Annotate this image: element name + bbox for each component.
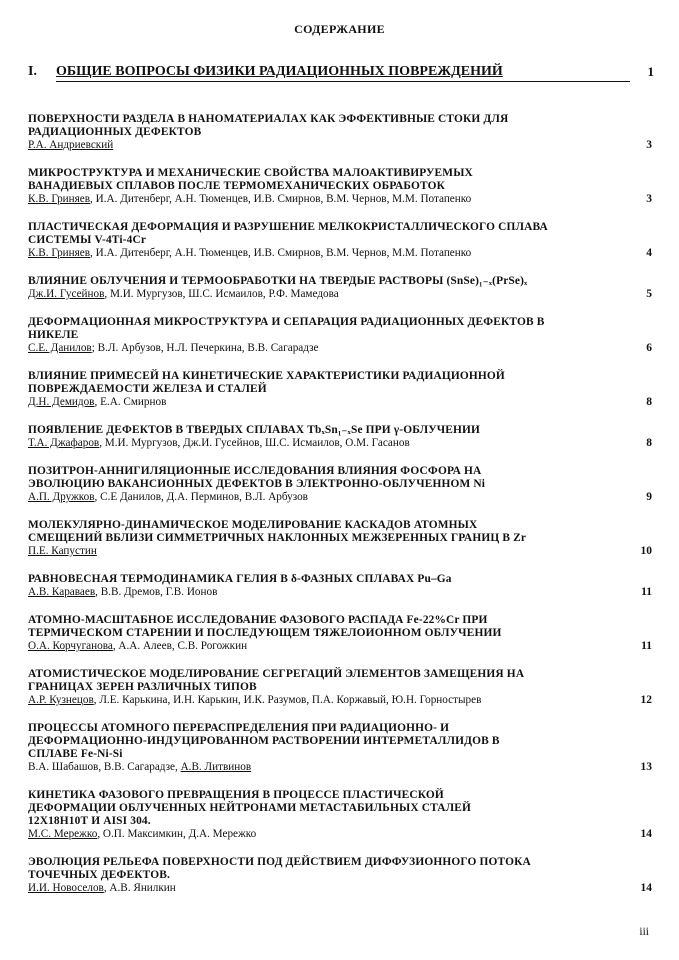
entry-lead-author: Р.А. Андриевский: [28, 139, 114, 151]
entry-title-line: ПОЗИТРОН-АННИГИЛЯЦИОННЫЕ ИССЛЕДОВАНИЯ ВЛИЯНИЯ ФОСФОРА НА: [28, 465, 482, 477]
entry-title: [28, 424, 618, 437]
entry-title: [28, 573, 618, 586]
toc-entry: [28, 370, 654, 409]
entry-page: 9: [646, 491, 652, 503]
entry-authors: [28, 139, 618, 152]
entry-lead-author: М.С. Мережко: [28, 828, 98, 840]
toc-entry: [28, 856, 654, 895]
entry-authors: [28, 761, 618, 774]
toc-entry: [28, 722, 654, 774]
entry-title-line: ТОЧЕЧНЫХ ДЕФЕКТОВ.: [28, 869, 170, 881]
toc-entry: [28, 221, 654, 260]
entry-title-line: АТОМНО-МАСШТАБНОЕ ИССЛЕДОВАНИЕ ФАЗОВОГО РАСПАДА Fe-22%Cr ПРИ: [28, 614, 488, 626]
entry-page: 11: [641, 640, 652, 652]
entry-title-line: ДЕФОРМАЦИОННАЯ МИКРОСТРУКТУРА И СЕПАРАЦИЯ РАДИАЦИОННЫХ ДЕФЕКТОВ В: [28, 316, 545, 328]
entry-page: 14: [640, 828, 652, 840]
entry-title: [28, 789, 618, 828]
section-number: I.: [28, 64, 37, 79]
entry-coauthors: , И.А. Дитенберг, А.Н. Тюменцев, И.В. Смирнов, В.М. Чернов, М.М. Потапенко: [90, 193, 472, 205]
entry-title: [28, 614, 618, 640]
entry-page: 12: [640, 694, 652, 706]
entry-lead-author: С.Е. Данилов: [28, 342, 92, 354]
entry-title: [28, 370, 618, 396]
entry-title-line: ГРАНИЦАХ ЗЕРЕН РАЗЛИЧНЫХ ТИПОВ: [28, 681, 257, 693]
entry-title: [28, 316, 618, 342]
entry-authors: [28, 640, 618, 653]
entry-authors-prefix: В.А. Шабашов, В.В. Сагарадзе,: [28, 761, 181, 773]
entry-authors: [28, 491, 618, 504]
entry-title-line: ВЛИЯНИЕ ПРИМЕСЕЙ НА КИНЕТИЧЕСКИЕ ХАРАКТЕРИСТИКИ РАДИАЦИОННОЙ: [28, 370, 505, 382]
entry-authors: [28, 437, 618, 450]
entry-coauthors: , М.И. Мургузов, Ш.С. Исмаилов, Р.Ф. Мамедова: [104, 288, 339, 300]
entry-title: [28, 519, 618, 545]
entry-title-line: ВЛИЯНИЕ ОБЛУЧЕНИЯ И ТЕРМООБРАБОТКИ НА ТВЕРДЫЕ РАСТВОРЫ (SnSe)₁₋ₓ(PrSe)ₓ: [28, 275, 528, 287]
entry-page: 8: [646, 437, 652, 449]
entry-title-line: НИКЕЛЕ: [28, 329, 79, 341]
entry-lead-author: И.И. Новоселов: [28, 882, 104, 894]
entry-title-line: ДЕФОРМАЦИИ ОБЛУЧЕННЫХ НЕЙТРОНАМИ МЕТАСТАБИЛЬНЫХ СТАЛЕЙ: [28, 802, 472, 814]
section-title: ОБЩИЕ ВОПРОСЫ ФИЗИКИ РАДИАЦИОННЫХ ПОВРЕЖДЕНИЙ: [56, 64, 503, 79]
entry-title-line: 12Х18Н10Т И AISI 304.: [28, 815, 151, 827]
entry-title-line: ДЕФОРМАЦИОННО-ИНДУЦИРОВАННОМ РАСТВОРЕНИИ ИНТЕРМЕТАЛЛИДОВ В: [28, 735, 500, 747]
entry-title-line: МИКРОСТРУКТУРА И МЕХАНИЧЕСКИЕ СВОЙСТВА МАЛОАКТИВИРУЕМЫХ: [28, 167, 473, 179]
entry-lead-author: А.П. Дружков: [28, 491, 95, 503]
entry-lead-author: П.Е. Капустин: [28, 545, 97, 557]
entry-authors: [28, 586, 618, 599]
entry-authors: [28, 882, 618, 895]
page-title: СОДЕРЖАНИЕ: [294, 22, 385, 36]
entry-lead-author: К.В. Гриняев: [28, 193, 91, 205]
section-page: 1: [647, 64, 654, 79]
section-heading: [28, 64, 654, 84]
toc-entry: [28, 113, 654, 152]
entry-lead-author: А.В. Караваев: [28, 586, 96, 598]
entry-title-line: ПОЯВЛЕНИЕ ДЕФЕКТОВ В ТВЕРДЫХ СПЛАВАХ TbₓSn₁₋ₓSe ПРИ γ-ОБЛУЧЕНИИ: [28, 424, 481, 436]
entry-coauthors: , О.П. Максимкин, Д.А. Мережко: [97, 828, 257, 840]
entry-lead-author: А.Р. Кузнецов: [28, 694, 94, 706]
toc-list: [28, 98, 654, 895]
entry-title-line: ЭВОЛЮЦИЮ ВАКАНСИОННЫХ ДЕФЕКТОВ В ЭЛЕКТРОННО-ОБЛУЧЕННОМ Ni: [28, 478, 486, 490]
entry-title: [28, 167, 618, 193]
toc-entry: [28, 424, 654, 450]
entry-title-line: АТОМИСТИЧЕСКОЕ МОДЕЛИРОВАНИЕ СЕГРЕГАЦИЙ ЭЛЕМЕНТОВ ЗАМЕЩЕНИЯ НА: [28, 668, 525, 680]
entry-lead-author: О.А. Корчуганова: [28, 640, 113, 652]
entry-coauthors: , Е.А. Смирнов: [94, 396, 167, 408]
entry-authors: [28, 288, 618, 301]
entry-authors: [28, 694, 618, 707]
entry-title-line: ВАНАДИЕВЫХ СПЛАВОВ ПОСЛЕ ТЕРМОМЕХАНИЧЕСКИХ ОБРАБОТОК: [28, 180, 446, 192]
entry-title: [28, 465, 618, 491]
entry-lead-author: Д.Н. Демидов: [28, 396, 95, 408]
entry-title-line: МОЛЕКУЛЯРНО-ДИНАМИЧЕСКОЕ МОДЕЛИРОВАНИЕ КАСКАДОВ АТОМНЫХ: [28, 519, 478, 531]
entry-title-line: ПРОЦЕССЫ АТОМНОГО ПЕРЕРАСПРЕДЕЛЕНИЯ ПРИ РАДИАЦИОННО- И: [28, 722, 450, 734]
entry-authors: [28, 396, 618, 409]
entry-page: 10: [640, 545, 652, 557]
entry-authors: [28, 247, 618, 260]
toc-entry: [28, 789, 654, 841]
entry-title-line: ТЕРМИЧЕСКОМ СТАРЕНИИ И ПОСЛЕДУЮЩЕМ ТЯЖЕЛОИОННОМ ОБЛУЧЕНИИ: [28, 627, 502, 639]
entry-title-line: ЭВОЛЮЦИЯ РЕЛЬЕФА ПОВЕРХНОСТИ ПОД ДЕЙСТВИЕМ ДИФФУЗИОННОГО ПОТОКА: [28, 856, 531, 868]
toc-entry: [28, 167, 654, 206]
entry-page: 8: [646, 396, 652, 408]
entry-title: [28, 856, 618, 882]
page-number: iii: [639, 926, 649, 938]
entry-coauthors: , С.Е Данилов, Д.А. Перминов, В.Л. Арбузов: [94, 491, 308, 503]
entry-coauthors: , А.В. Янилкин: [103, 882, 176, 894]
entry-coauthors: , Л.Е. Карькина, И.Н. Карькин, И.К. Разумов, П.А. Коржавый, Ю.Н. Горностырев: [93, 694, 482, 706]
entry-lead-author: К.В. Гриняев: [28, 247, 91, 259]
entry-title-line: СИСТЕМЫ V-4Ti-4Cr: [28, 234, 147, 246]
toc-entry: [28, 465, 654, 504]
entry-title: [28, 113, 618, 139]
entry-page: 6: [646, 342, 652, 354]
entry-page: 11: [641, 586, 652, 598]
entry-title: [28, 221, 618, 247]
entry-title-line: ПОВРЕЖДАЕМОСТИ ЖЕЛЕЗА И СТАЛЕЙ: [28, 383, 267, 395]
entry-title-line: РАВНОВЕСНАЯ ТЕРМОДИНАМИКА ГЕЛИЯ В δ-ФАЗНЫХ СПЛАВАХ Pu–Ga: [28, 573, 452, 585]
entry-coauthors: , А.А. Алеев, С.В. Рогожкин: [112, 640, 248, 652]
entry-title: [28, 722, 618, 761]
entry-title-line: КИНЕТИКА ФАЗОВОГО ПРЕВРАЩЕНИЯ В ПРОЦЕССЕ ПЛАСТИЧЕСКОЙ: [28, 789, 444, 801]
entry-page: 3: [646, 139, 652, 151]
entry-title: [28, 275, 618, 288]
entry-title-line: ПЛАСТИЧЕСКАЯ ДЕФОРМАЦИЯ И РАЗРУШЕНИЕ МЕЛКОКРИСТАЛЛИЧЕСКОГО СПЛАВА: [28, 221, 548, 233]
entry-title-line: СПЛАВЕ Fe-Ni-Si: [28, 748, 123, 760]
entry-lead-author: А.В. Литвинов: [180, 761, 252, 773]
entry-authors: [28, 193, 618, 206]
entry-page: 3: [646, 193, 652, 205]
toc-entry: [28, 614, 654, 653]
entry-title-line: СМЕЩЕНИЙ ВБЛИЗИ СИММЕТРИЧНЫХ НАКЛОННЫХ МЕЖЗЕРЕННЫХ ГРАНИЦ В Zr: [28, 532, 527, 544]
entry-title-line: РАДИАЦИОННЫХ ДЕФЕКТОВ: [28, 126, 202, 138]
toc-entry: [28, 275, 654, 301]
entry-coauthors: , В.В. Дремов, Г.В. Ионов: [95, 586, 218, 598]
section-rule: [56, 81, 630, 82]
entry-page: 5: [646, 288, 652, 300]
entry-page: 14: [640, 882, 652, 894]
entry-title-line: ПОВЕРХНОСТИ РАЗДЕЛА В НАНОМАТЕРИАЛАХ КАК ЭФФЕКТИВНЫЕ СТОКИ ДЛЯ: [28, 113, 509, 125]
toc-entry: [28, 519, 654, 558]
entry-coauthors: ; В.Л. Арбузов, Н.Л. Печеркина, В.В. Сагарадзе: [91, 342, 319, 354]
toc-entry: [28, 316, 654, 355]
entry-lead-author: Т.А. Джафаров: [28, 437, 100, 449]
entry-page: 13: [640, 761, 652, 773]
entry-page: 4: [646, 247, 652, 259]
entry-authors: [28, 342, 618, 355]
entry-lead-author: Дж.И. Гусейнов: [28, 288, 105, 300]
entry-title: [28, 668, 618, 694]
toc-entry: [28, 573, 654, 599]
toc-entry: [28, 668, 654, 707]
entry-authors: [28, 545, 618, 558]
entry-coauthors: , И.А. Дитенберг, А.Н. Тюменцев, И.В. Смирнов, В.М. Чернов, М.М. Потапенко: [90, 247, 472, 259]
entry-coauthors: , М.И. Мургузов, Дж.И. Гусейнов, Ш.С. Исмаилов, О.М. Гасанов: [99, 437, 410, 449]
entry-authors: [28, 828, 618, 841]
